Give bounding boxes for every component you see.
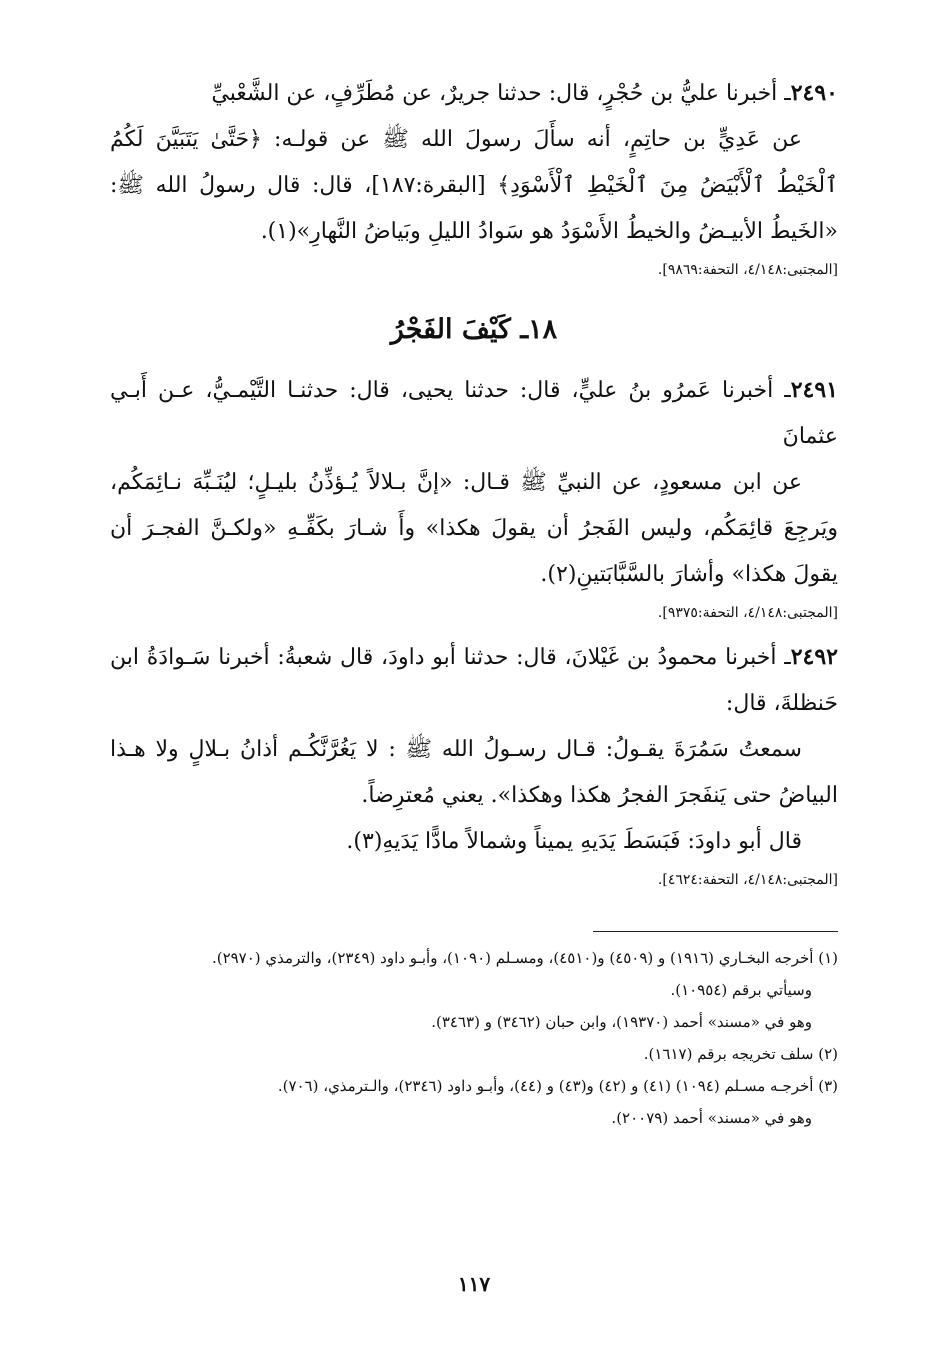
chapter-title: ١٨ـ كَيْفَ الفَجْرُ: [390, 314, 558, 345]
hadith-2491: [110, 367, 838, 598]
hadith-2492-text: سمعتُ سَمُرَةَ يقـولُ: قـال رسـولُ الله ﷺ : لا يَغُرَّنَّكُـم أذانُ بـلالٍ ولا هـذا البياضُ حتى يَنفَجرَ الفجرُ هكذا وهكذا». يعني مُعترِضاً.: [110, 737, 838, 808]
hadith-2492-text-continued: قال أبو داودَ: فَبَسَطَ يَدَيهِ يميناً وشمالاً مادًّا يَدَيهِ(٣).: [346, 829, 802, 854]
hadith-2490-reference: [المجتبى:٤/١٤٨، التحفة:٩٨٦٩].: [657, 262, 838, 278]
hadith-isnad-text: ـ أخبرنا محمودُ بن غَيْلانَ، قال: حدثنا أبو داودَ، قال شعبةُ: أخبرنا سَـوادَةُ ابن حَنظلةَ، قال:: [110, 645, 838, 716]
hadith-2490-isnad: [110, 70, 838, 117]
hadith-2491-reference: [المجتبى:٤/١٤٨، التحفة:٩٣٧٥].: [657, 605, 838, 621]
hadith-2491-text: عن ابن مسعودٍ، عن النبيِّ ﷺ قـال: «إنَّ بـلالاً يُـؤذِّنُ بليـلٍ؛ ليُنَـبِّهَ نـائِمَكُم، ويَرجِعَ قائِمَكُم، وليس الفَجرُ أن يقولَ هكذا» وأَ شـارَ بكَفِّـهِ «ولكـنَّ الفجـرَ أن يقولَ هكذا» وأشارَ بالسَّبَّابَتينِ(٢).: [110, 470, 838, 587]
hadith-number: ٢٤٩٠: [790, 80, 838, 106]
hadith-isnad-text: ـ أخبرنا عليُّ بن حُجْرٍ، قال: حدثنا جريرٌ، عن مُطَرِّفٍ، عن الشَّعْبيِّ: [211, 81, 791, 106]
page-number: ١١٧: [457, 1272, 491, 1296]
hadith-isnad-text: ـ أخبرنا عَمرُو بنُ عليٍّ، قال: حدثنا يحيى، قال: حدثنـا التَّيْمـيُّ، عـن أَبـي عثمانَ: [110, 378, 838, 449]
footnote-3: (٣) أخرجـه مسـلم (١٠٩٤) (٤١) و (٤٢) و(٤٣) و (٤٤)، وأبـو داود (٢٣٤٦)، والـترمذي، (٧٠٦).: [277, 1077, 838, 1095]
footnote-1: (١) أخرجه البخـاري (١٩١٦) و (٤٥٠٩) و(٤٥١٠)، ومسـلم (١٠٩٠)، وأبـو داود (٢٣٤٩)، والترمذي (٢٩٧٠).: [211, 949, 838, 967]
hadith-2490: [110, 70, 838, 255]
hadith-2492-isnad: [110, 634, 838, 727]
hadith-2491-isnad: [110, 367, 838, 460]
hadith-2490-text: عن عَدِيٍّ بن حاتِمٍ، أنه سأَلَ رسولَ الله ﷺ عن قولـه: ﴿حَتَّىٰ يَتَبَيَّنَ لَكُمُ ٱلْخَيْطُ ٱلْأَبْيَضُ مِنَ ٱلْخَيْطِ ٱلْأَسْوَدِ﴾ [البقرة:١٨٧]، قال: قال رسولُ الله ﷺ: «الخَيطُ الأبيـضُ والخيطُ الأَسْوَدُ هو سَوادُ الليلِ وبَياضُ النَّهارِ»(١).: [110, 127, 839, 244]
footnotes: [110, 942, 838, 1134]
footnote-1-continued-2: وهو في «مسند» أحمد (١٩٣٧٠)، وابن حبان (٣٤٦٢) و (٣٤٦٣).: [431, 1013, 812, 1031]
footnote-3-continued: وهو في «مسند» أحمد (٢٠٠٧٩).: [611, 1109, 812, 1127]
hadith-2492-reference: [المجتبى:٤/١٤٨، التحفة:٤٦٢٤].: [657, 872, 838, 888]
hadith-number: ٢٤٩١: [790, 377, 838, 403]
footnote-2: (٢) سلف تخريجه برقم (١٦١٧).: [643, 1045, 838, 1063]
hadith-number: ٢٤٩٢: [790, 644, 838, 670]
footnote-divider: [593, 931, 838, 932]
footnote-1-continued: وسيأتي برقم (١٠٩٥٤).: [670, 981, 812, 999]
hadith-2492: [110, 634, 838, 865]
